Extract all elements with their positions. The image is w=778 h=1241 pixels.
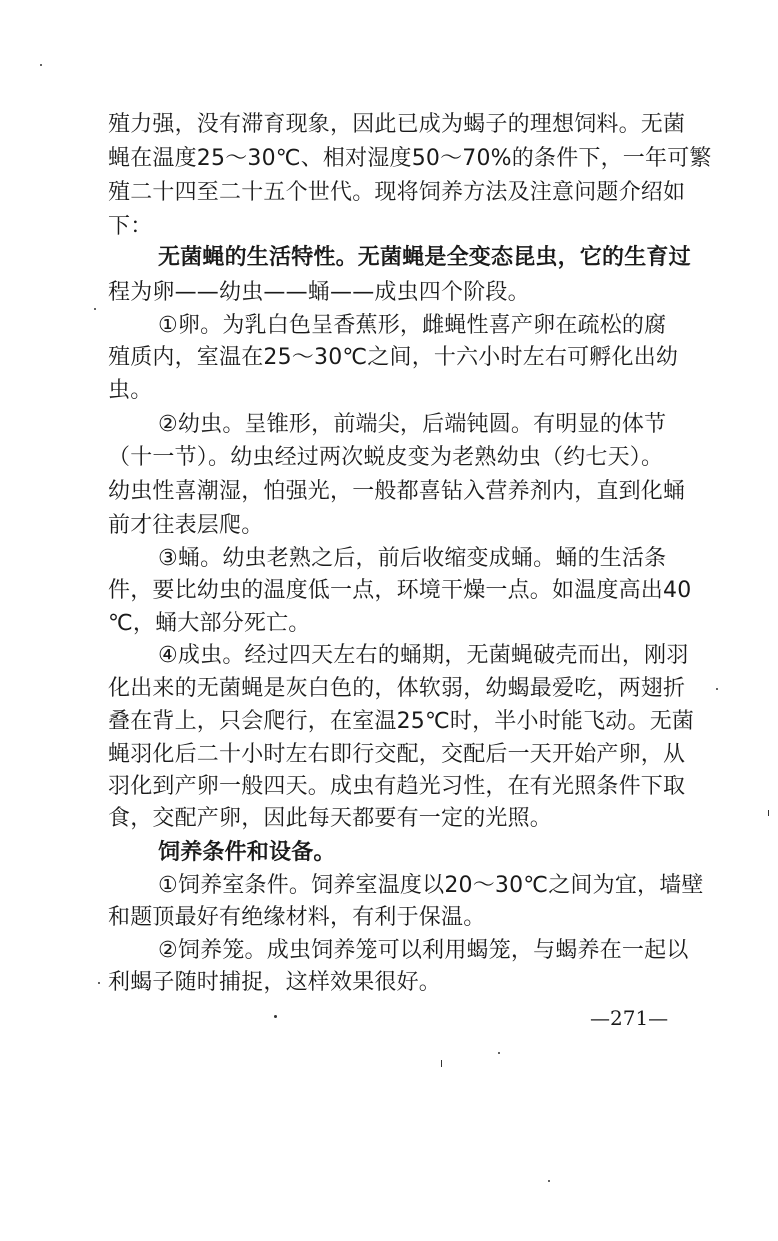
scan-speck <box>40 64 42 66</box>
text-line: 幼虫性喜潮湿，怕强光，一般都喜钻入营养剂内，直到化蛹 <box>108 479 686 504</box>
text-line: ①卵。为乳白色呈香蕉形，雌蝇性喜产卵在疏松的腐 <box>158 313 667 338</box>
text-line: ④成虫。经过四天左右的蛹期，无菌蝇破壳而出，刚羽 <box>158 643 689 668</box>
text-line: 和题顶最好有绝缘材料，有利于保温。 <box>108 905 486 930</box>
text-line: 羽化到产卵一般四天。成虫有趋光习性，在有光照条件下取 <box>108 774 686 799</box>
scan-speck <box>274 1015 277 1018</box>
text-line: ②饲养笼。成虫饲养笼可以利用蝎笼，与蝎养在一起以 <box>158 938 689 963</box>
scan-speck <box>94 308 96 310</box>
text-line: 殖质内，室温在25～30℃之间，十六小时左右可孵化出幼 <box>108 345 679 370</box>
text-line: 化出来的无菌蝇是灰白色的，体软弱，幼蝎最爱吃，两翅折 <box>108 676 686 701</box>
text-line: 前才往表层爬。 <box>108 513 264 538</box>
scan-speck <box>498 1052 500 1054</box>
text-line: 程为卵——幼虫——蛹——成虫四个阶段。 <box>108 280 530 305</box>
text-line: 虫。 <box>108 378 153 403</box>
page-number: —271— <box>590 1006 669 1030</box>
text-line: 蝇在温度25～30℃、相对湿度50～70%的条件下，一年可繁 <box>108 146 712 171</box>
scan-speck <box>98 982 100 984</box>
scan-speck <box>768 810 769 816</box>
text-line: 殖力强，没有滞育现象，因此已成为蝎子的理想饲料。无菌 <box>108 112 686 137</box>
text-line: 利蝎子随时捕捉，这样效果很好。 <box>108 970 442 995</box>
scan-speck <box>716 688 718 690</box>
text-line: ③蛹。幼虫老熟之后，前后收缩变成蛹。蛹的生活条 <box>158 546 667 571</box>
text-line: 叠在背上，只会爬行，在室温25℃时，半小时能飞动。无菌 <box>108 709 695 734</box>
text-line: 食，交配产卵，因此每天都要有一定的光照。 <box>108 806 553 831</box>
text-line: 件，要比幼虫的温度低一点，环境干燥一点。如温度高出40 <box>108 578 692 603</box>
text-line: 蝇羽化后二十小时左右即行交配，交配后一天开始产卵，从 <box>108 742 686 767</box>
text-line: ℃，蛹大部分死亡。 <box>108 611 311 636</box>
section-heading: 饲养条件和设备。 <box>158 840 336 865</box>
section-heading: 无菌蝇的生活特性。无菌蝇是全变态昆虫，它的生育过 <box>158 245 691 270</box>
scan-speck <box>441 1060 442 1067</box>
scan-speck <box>548 1180 550 1182</box>
text-line: ②幼虫。呈锥形，前端尖，后端钝圆。有明显的体节 <box>158 412 667 437</box>
text-line: 殖二十四至二十五个世代。现将饲养方法及注意问题介绍如 <box>108 180 686 205</box>
text-line: 下： <box>108 214 153 239</box>
text-line: （十一节）。幼虫经过两次蜕皮变为老熟幼虫（约七天）。 <box>108 445 664 470</box>
text-line: ①饲养室条件。饲养室温度以20～30℃之间为宜，墙壁 <box>158 873 704 898</box>
